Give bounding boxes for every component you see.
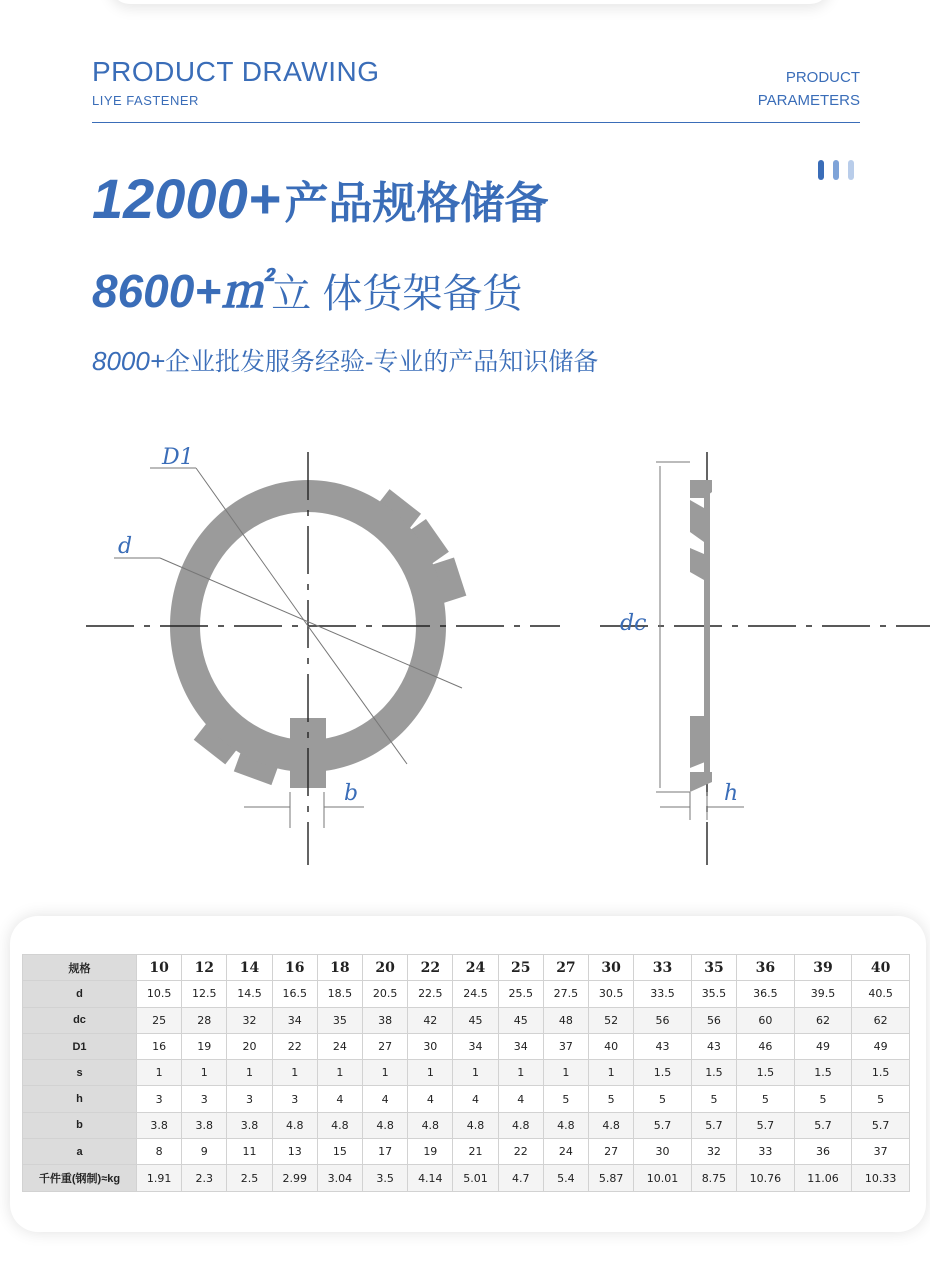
table-cell: 42: [408, 1007, 453, 1033]
table-cell: 8: [137, 1139, 182, 1165]
right-label-line2: PARAMETERS: [757, 92, 860, 109]
table-cell: 13: [272, 1139, 317, 1165]
table-cell: 3.8: [182, 1112, 227, 1138]
header-divider: [92, 122, 860, 123]
table-cell: 1: [589, 1060, 634, 1086]
table-cell: 33.5: [634, 981, 692, 1007]
table-cell: 4.8: [363, 1112, 408, 1138]
table-cell: 1.5: [794, 1060, 852, 1086]
table-cell: 5: [589, 1086, 634, 1112]
table-cell: 2.5: [227, 1165, 272, 1191]
table-cell: 3.5: [363, 1165, 408, 1191]
table-cell: 25.5: [498, 981, 543, 1007]
headline-warehouse-text: 立 体货架备货: [271, 272, 523, 316]
table-cell: 5: [852, 1086, 910, 1112]
table-cell: 4: [408, 1086, 453, 1112]
table-cell: 4.8: [317, 1112, 362, 1138]
table-cell: 49: [794, 1033, 852, 1059]
table-cell: 5: [543, 1086, 588, 1112]
table-header-row: [23, 955, 910, 981]
table-cell: 43: [691, 1033, 736, 1059]
table-cell: 5.7: [691, 1112, 736, 1138]
table-cell: 56: [691, 1007, 736, 1033]
table-cell: 8.75: [691, 1165, 736, 1191]
table-row: [23, 1007, 910, 1033]
table-cell: 30: [408, 1033, 453, 1059]
table-cell: 1.5: [634, 1060, 692, 1086]
table-cell: 32: [227, 1007, 272, 1033]
front-view: [170, 480, 466, 788]
section-right-label: [758, 66, 860, 112]
row-label: s: [23, 1060, 137, 1086]
table-header-cell: 33: [634, 955, 692, 981]
table-cell: 15: [317, 1139, 362, 1165]
table-cell: 1.5: [737, 1060, 795, 1086]
table-header-cell: 30: [589, 955, 634, 981]
headline-warehouse: [92, 255, 522, 321]
table-cell: 24.5: [453, 981, 498, 1007]
row-label: b: [23, 1112, 137, 1138]
table-cell: 25: [137, 1007, 182, 1033]
table-cell: 20: [227, 1033, 272, 1059]
table-cell: 36: [794, 1139, 852, 1165]
side-view: [690, 480, 712, 792]
table-cell: 45: [498, 1007, 543, 1033]
table-cell: 37: [543, 1033, 588, 1059]
row-label: dc: [23, 1007, 137, 1033]
table-cell: 39.5: [794, 981, 852, 1007]
table-cell: 11.06: [794, 1165, 852, 1191]
table-cell: 5.7: [737, 1112, 795, 1138]
table-cell: 40.5: [852, 981, 910, 1007]
table-cell: 3.8: [137, 1112, 182, 1138]
table-cell: 1.5: [691, 1060, 736, 1086]
headline-warehouse-number: 8600+㎡: [92, 265, 268, 317]
table-cell: 10.5: [137, 981, 182, 1007]
table-cell: 38: [363, 1007, 408, 1033]
table-row: [23, 1086, 910, 1112]
table-header-cell: 27: [543, 955, 588, 981]
table-cell: 3: [227, 1086, 272, 1112]
table-cell: 9: [182, 1139, 227, 1165]
table-cell: 27.5: [543, 981, 588, 1007]
table-cell: 3.04: [317, 1165, 362, 1191]
row-label: d: [23, 981, 137, 1007]
parameter-table-card: [10, 916, 926, 1232]
table-cell: 10.01: [634, 1165, 692, 1191]
section-subtitle: LIYE FASTENER: [92, 93, 199, 108]
table-cell: 43: [634, 1033, 692, 1059]
table-cell: 27: [363, 1033, 408, 1059]
table-cell: 5: [794, 1086, 852, 1112]
headline-specs-number: 12000+: [92, 167, 281, 230]
table-header-cell: 24: [453, 955, 498, 981]
table-cell: 3.8: [227, 1112, 272, 1138]
table-header-cell: 10: [137, 955, 182, 981]
table-cell: 1.5: [852, 1060, 910, 1086]
table-cell: 19: [408, 1139, 453, 1165]
table-cell: 30: [634, 1139, 692, 1165]
table-cell: 4.8: [543, 1112, 588, 1138]
table-header-cell: 35: [691, 955, 736, 981]
label-b: b: [344, 781, 359, 806]
table-header-cell: 40: [852, 955, 910, 981]
table-row: [23, 1060, 910, 1086]
table-cell: 14.5: [227, 981, 272, 1007]
table-cell: 4: [498, 1086, 543, 1112]
section-title: PRODUCT DRAWING: [92, 56, 380, 87]
table-cell: 36.5: [737, 981, 795, 1007]
table-cell: 60: [737, 1007, 795, 1033]
table-cell: 49: [852, 1033, 910, 1059]
table-cell: 4: [317, 1086, 362, 1112]
table-cell: 10.33: [852, 1165, 910, 1191]
table-cell: 4.8: [408, 1112, 453, 1138]
table-cell: 2.99: [272, 1165, 317, 1191]
table-cell: 24: [317, 1033, 362, 1059]
table-cell: 2.3: [182, 1165, 227, 1191]
table-header-cell: 20: [363, 955, 408, 981]
table-cell: 62: [794, 1007, 852, 1033]
table-cell: 11: [227, 1139, 272, 1165]
table-cell: 3: [272, 1086, 317, 1112]
product-drawing: [0, 420, 930, 880]
table-cell: 5.7: [634, 1112, 692, 1138]
table-cell: 34: [498, 1033, 543, 1059]
table-cell: 48: [543, 1007, 588, 1033]
table-cell: 1: [453, 1060, 498, 1086]
table-cell: 22: [498, 1139, 543, 1165]
table-header-cell: 22: [408, 955, 453, 981]
table-cell: 4.8: [453, 1112, 498, 1138]
top-card-edge: [110, 0, 830, 4]
label-d: d: [118, 534, 133, 559]
table-cell: 1: [363, 1060, 408, 1086]
table-cell: 22.5: [408, 981, 453, 1007]
table-cell: 5: [737, 1086, 795, 1112]
table-header-cell: 25: [498, 955, 543, 981]
table-cell: 34: [453, 1033, 498, 1059]
table-header-cell: 12: [182, 955, 227, 981]
table-cell: 4.8: [589, 1112, 634, 1138]
table-cell: 1: [137, 1060, 182, 1086]
table-cell: 4.7: [498, 1165, 543, 1191]
table-cell: 17: [363, 1139, 408, 1165]
table-cell: 4.8: [272, 1112, 317, 1138]
table-cell: 5.87: [589, 1165, 634, 1191]
table-cell: 12.5: [182, 981, 227, 1007]
table-row: [23, 1165, 910, 1191]
decorative-bars-icon: [818, 160, 854, 180]
label-dc: dc: [620, 611, 647, 636]
parameter-table: [22, 954, 910, 1192]
table-cell: 56: [634, 1007, 692, 1033]
table-header-label: 规格: [23, 955, 137, 981]
table-cell: 4.8: [498, 1112, 543, 1138]
table-cell: 1: [272, 1060, 317, 1086]
table-row: [23, 1112, 910, 1138]
table-cell: 5: [691, 1086, 736, 1112]
headline-experience-text: 企业批发服务经验-专业的产品知识储备: [165, 348, 599, 376]
row-label: h: [23, 1086, 137, 1112]
table-cell: 16.5: [272, 981, 317, 1007]
table-cell: 27: [589, 1139, 634, 1165]
table-cell: 5.01: [453, 1165, 498, 1191]
label-D1: D1: [162, 445, 194, 470]
table-cell: 19: [182, 1033, 227, 1059]
table-cell: 5.4: [543, 1165, 588, 1191]
table-cell: 4: [363, 1086, 408, 1112]
table-cell: 24: [543, 1139, 588, 1165]
table-header-cell: 14: [227, 955, 272, 981]
table-header-cell: 36: [737, 955, 795, 981]
table-cell: 33: [737, 1139, 795, 1165]
table-cell: 3: [137, 1086, 182, 1112]
table-row: [23, 981, 910, 1007]
table-cell: 10.76: [737, 1165, 795, 1191]
headline-experience-number: 8000+: [92, 346, 166, 376]
table-cell: 28: [182, 1007, 227, 1033]
table-header-cell: 18: [317, 955, 362, 981]
table-cell: 1: [227, 1060, 272, 1086]
table-cell: 45: [453, 1007, 498, 1033]
table-cell: 35.5: [691, 981, 736, 1007]
table-cell: 3: [182, 1086, 227, 1112]
table-cell: 5.7: [794, 1112, 852, 1138]
table-cell: 1.91: [137, 1165, 182, 1191]
table-cell: 1: [182, 1060, 227, 1086]
table-header-cell: 16: [272, 955, 317, 981]
table-cell: 35: [317, 1007, 362, 1033]
table-cell: 1: [543, 1060, 588, 1086]
table-cell: 32: [691, 1139, 736, 1165]
table-cell: 1: [408, 1060, 453, 1086]
row-label: 千件重(钢制)≈kg: [23, 1165, 137, 1191]
table-cell: 37: [852, 1139, 910, 1165]
table-row: [23, 1033, 910, 1059]
table-cell: 30.5: [589, 981, 634, 1007]
table-cell: 1: [317, 1060, 362, 1086]
table-cell: 21: [453, 1139, 498, 1165]
table-cell: 62: [852, 1007, 910, 1033]
table-cell: 22: [272, 1033, 317, 1059]
table-cell: 46: [737, 1033, 795, 1059]
right-label-line1: PRODUCT: [785, 69, 860, 86]
table-header-cell: 39: [794, 955, 852, 981]
table-row: [23, 1139, 910, 1165]
table-cell: 4.14: [408, 1165, 453, 1191]
table-cell: 18.5: [317, 981, 362, 1007]
headline-experience: [92, 342, 598, 378]
row-label: a: [23, 1139, 137, 1165]
table-cell: 5: [634, 1086, 692, 1112]
label-h: h: [724, 781, 739, 806]
row-label: D1: [23, 1033, 137, 1059]
headline-specs: [92, 166, 548, 231]
table-cell: 20.5: [363, 981, 408, 1007]
table-cell: 5.7: [852, 1112, 910, 1138]
table-cell: 1: [498, 1060, 543, 1086]
headline-specs-text: 产品规格储备: [284, 179, 549, 228]
table-cell: 34: [272, 1007, 317, 1033]
table-cell: 4: [453, 1086, 498, 1112]
table-cell: 40: [589, 1033, 634, 1059]
table-cell: 52: [589, 1007, 634, 1033]
table-cell: 16: [137, 1033, 182, 1059]
